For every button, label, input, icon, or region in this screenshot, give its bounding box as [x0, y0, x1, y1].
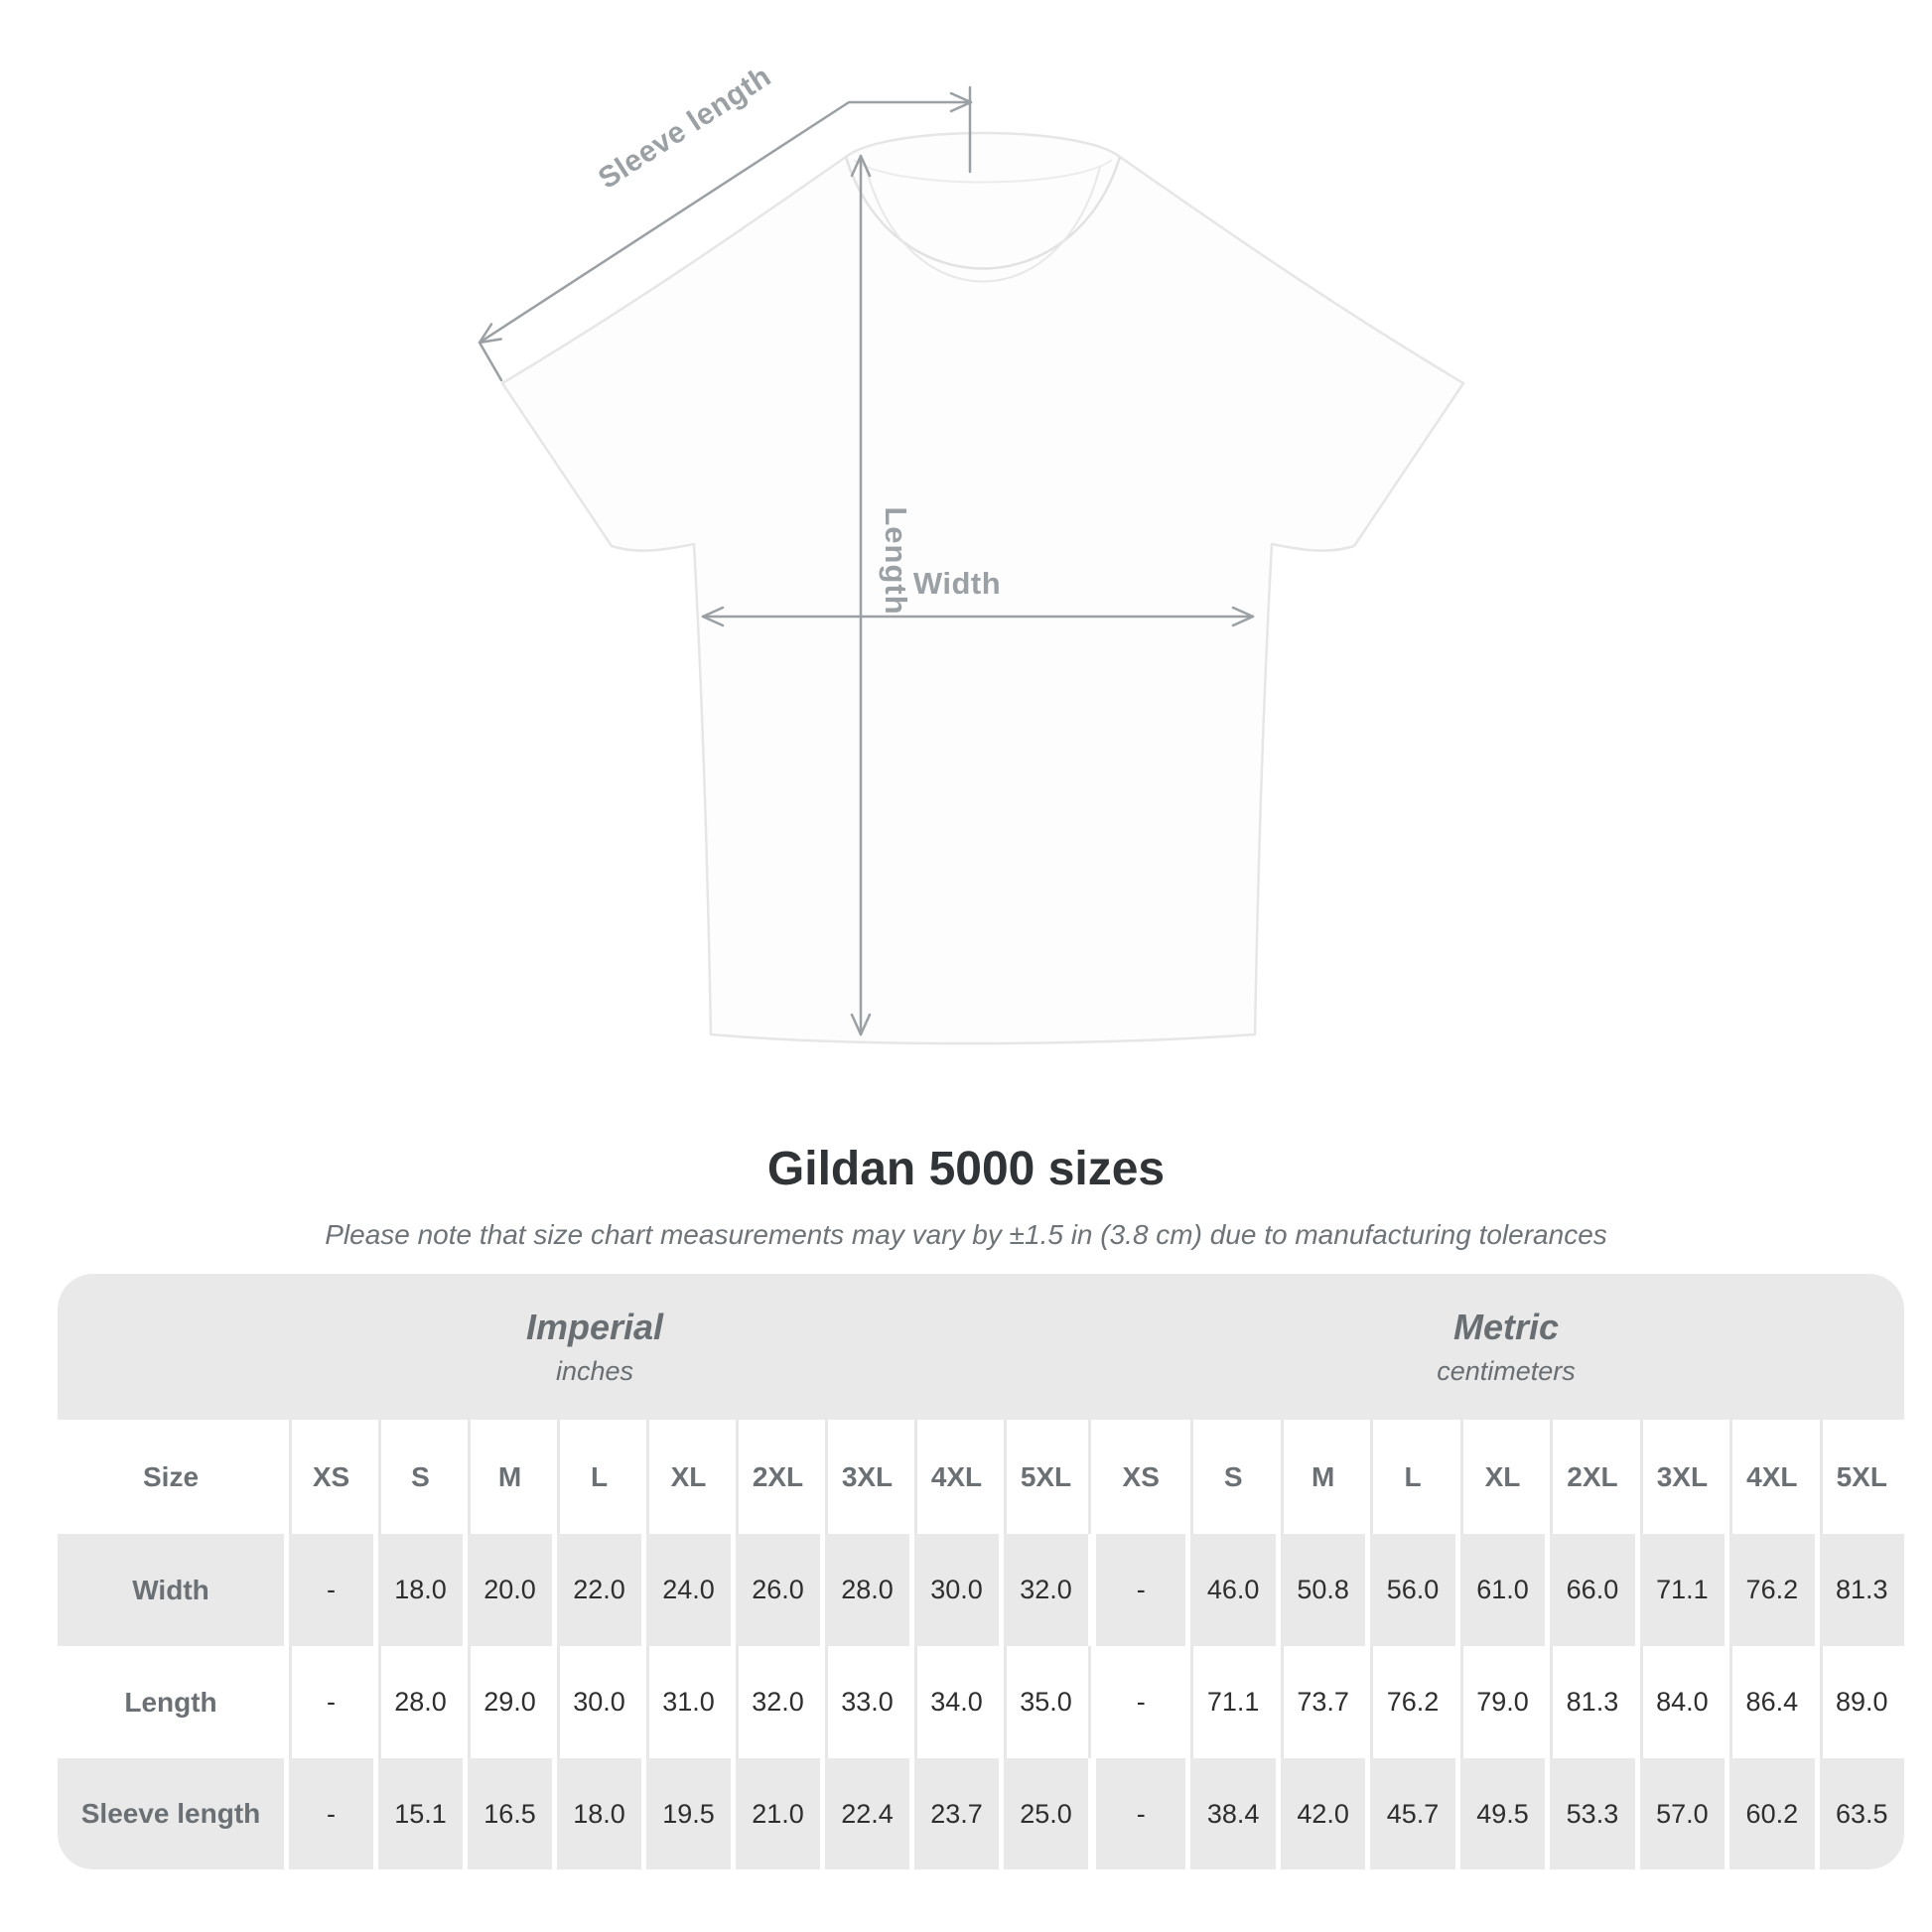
size-corner-header: Size [58, 1420, 284, 1534]
table-cell: 89.0 [1815, 1646, 1904, 1758]
imperial-title: Imperial [525, 1307, 664, 1347]
size-column-header: XL [1455, 1420, 1545, 1534]
table-cell: 21.0 [731, 1758, 820, 1869]
table-cell: 73.7 [1276, 1646, 1365, 1758]
table-body [58, 1420, 1904, 1869]
row-label: Width [58, 1534, 284, 1646]
table-cell: 24.0 [641, 1534, 731, 1646]
table-cell: 30.0 [552, 1646, 641, 1758]
table-cell: 20.0 [463, 1534, 552, 1646]
table-cell: - [1096, 1534, 1185, 1646]
size-column-header: 5XL [1815, 1420, 1904, 1534]
table-cell: 30.0 [909, 1534, 999, 1646]
table-cell: 42.0 [1276, 1758, 1365, 1869]
unit-header-band [58, 1274, 1904, 1420]
size-column-header: 5XL [999, 1420, 1088, 1534]
size-column-header: XL [641, 1420, 731, 1534]
size-column-header: 2XL [731, 1420, 820, 1534]
table-cell: 61.0 [1455, 1534, 1545, 1646]
table-cell: 49.5 [1455, 1758, 1545, 1869]
table-cell: 45.7 [1365, 1758, 1454, 1869]
table-cell: 71.1 [1635, 1534, 1725, 1646]
table-cell: 81.3 [1815, 1534, 1904, 1646]
metric-title: Metric [1452, 1307, 1560, 1347]
size-column-header: 4XL [1725, 1420, 1814, 1534]
table-cell: 19.5 [641, 1758, 731, 1869]
table-cell: 86.4 [1725, 1646, 1814, 1758]
size-column-header: 3XL [1635, 1420, 1725, 1534]
size-column-header: L [552, 1420, 641, 1534]
sleeve-length-label: Sleeve length [592, 60, 777, 196]
table-cell: 81.3 [1545, 1646, 1634, 1758]
section-divider [1088, 1534, 1096, 1646]
section-divider [1088, 1758, 1096, 1869]
table-cell: 38.4 [1185, 1758, 1275, 1869]
size-column-header: M [1276, 1420, 1365, 1534]
table-cell: 84.0 [1635, 1646, 1725, 1758]
table-header-row [58, 1420, 1904, 1534]
table-row [58, 1646, 1904, 1758]
table-cell: 34.0 [909, 1646, 999, 1758]
row-label: Length [58, 1646, 284, 1758]
table-cell: 26.0 [731, 1534, 820, 1646]
page-subtitle: Please note that size chart measurements may vary by ±1.5 in (3.8 cm) due to manufacturing tolerances [325, 1219, 1607, 1250]
table-cell: 50.8 [1276, 1534, 1365, 1646]
size-column-header: XS [1096, 1420, 1185, 1534]
table-cell: 79.0 [1455, 1646, 1545, 1758]
table-cell: 18.0 [373, 1534, 463, 1646]
size-column-header: 2XL [1545, 1420, 1634, 1534]
table-cell: 32.0 [999, 1534, 1088, 1646]
table-row [58, 1534, 1904, 1646]
size-column-header: S [1185, 1420, 1275, 1534]
table-cell: 76.2 [1725, 1534, 1814, 1646]
section-divider [1088, 1420, 1096, 1534]
table-cell: 23.7 [909, 1758, 999, 1869]
table-cell: 22.0 [552, 1534, 641, 1646]
table-cell: 31.0 [641, 1646, 731, 1758]
table-cell: 57.0 [1635, 1758, 1725, 1869]
table-cell: 15.1 [373, 1758, 463, 1869]
size-table [58, 1274, 1904, 1869]
table-cell: 56.0 [1365, 1534, 1454, 1646]
width-label: Width [912, 566, 1002, 601]
page-title: Gildan 5000 sizes [766, 1143, 1166, 1195]
metric-section-header [1092, 1274, 1904, 1420]
section-divider [1088, 1646, 1096, 1758]
table-cell: - [284, 1534, 373, 1646]
table-cell: 76.2 [1365, 1646, 1454, 1758]
table-cell: - [1096, 1646, 1185, 1758]
table-cell: 18.0 [552, 1758, 641, 1869]
imperial-section-header [58, 1274, 1092, 1420]
table-cell: 32.0 [731, 1646, 820, 1758]
table-cell: 33.0 [820, 1646, 909, 1758]
size-column-header: S [373, 1420, 463, 1534]
table-cell: 35.0 [999, 1646, 1088, 1758]
size-column-header: 4XL [909, 1420, 999, 1534]
table-cell: 29.0 [463, 1646, 552, 1758]
imperial-unit: inches [555, 1356, 634, 1386]
table-cell: 71.1 [1185, 1646, 1275, 1758]
table-cell: 66.0 [1545, 1534, 1634, 1646]
table-cell: 63.5 [1815, 1758, 1904, 1869]
size-column-header: L [1365, 1420, 1454, 1534]
table-cell: - [284, 1646, 373, 1758]
table-cell: 60.2 [1725, 1758, 1814, 1869]
table-cell: 16.5 [463, 1758, 552, 1869]
table-cell: 25.0 [999, 1758, 1088, 1869]
table-cell: - [284, 1758, 373, 1869]
size-column-header: 3XL [820, 1420, 909, 1534]
table-cell: - [1096, 1758, 1185, 1869]
table-cell: 53.3 [1545, 1758, 1634, 1869]
table-cell: 46.0 [1185, 1534, 1275, 1646]
size-column-header: M [463, 1420, 552, 1534]
metric-unit: centimeters [1437, 1356, 1576, 1386]
table-row [58, 1758, 1904, 1869]
length-label: Length [879, 506, 913, 616]
table-cell: 28.0 [373, 1646, 463, 1758]
size-column-header: XS [284, 1420, 373, 1534]
table-cell: 28.0 [820, 1534, 909, 1646]
row-label: Sleeve length [58, 1758, 284, 1869]
table-cell: 22.4 [820, 1758, 909, 1869]
